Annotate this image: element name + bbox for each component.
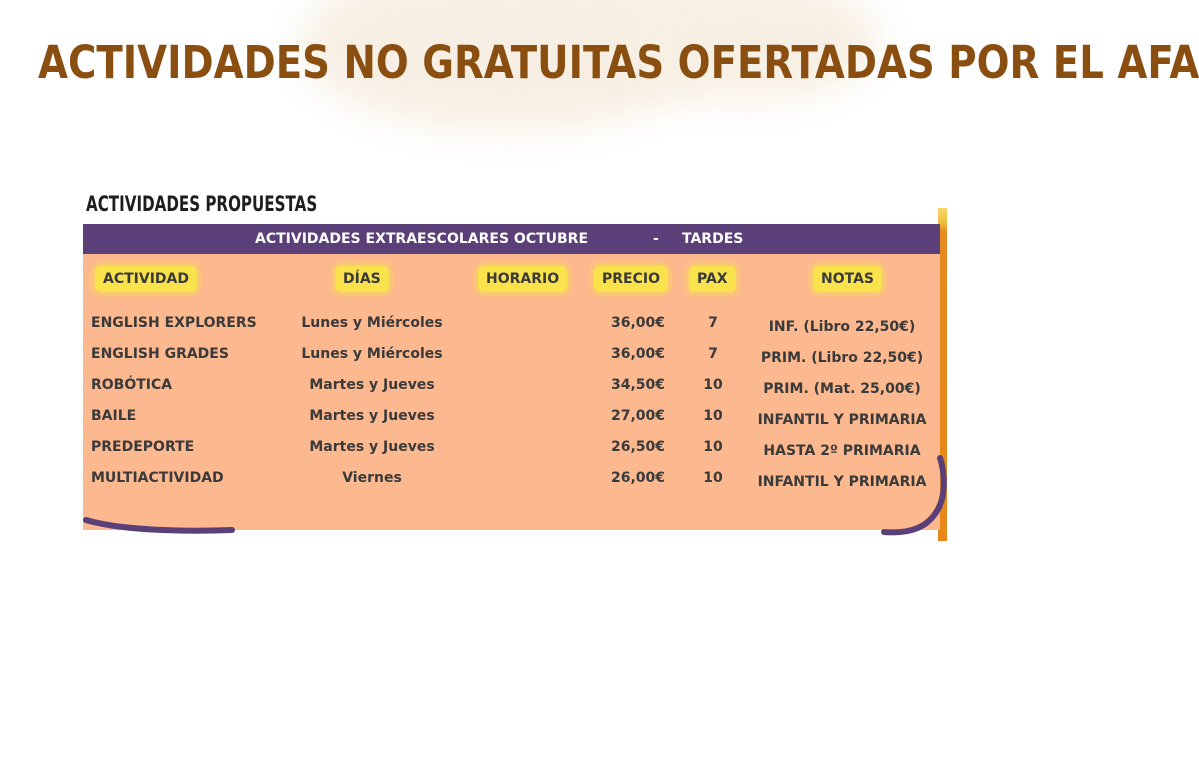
column-header-pax: PAX [689, 266, 736, 292]
table-row [83, 339, 940, 370]
cell-actividad: ENGLISH EXPLORERS [91, 315, 257, 331]
cell-actividad: ENGLISH GRADES [91, 346, 229, 362]
cell-dias: Lunes y Miércoles [301, 346, 443, 362]
cell-pax: 10 [703, 470, 723, 486]
cell-precio: 36,00€ [610, 315, 665, 331]
cell-pax: 10 [703, 408, 723, 424]
table-header-separator: - [653, 231, 659, 247]
table-row [83, 401, 940, 432]
cell-notas: INF. (Libro 22,50€) [768, 319, 916, 335]
cell-dias: Martes y Jueves [309, 377, 435, 393]
column-header-precio: PRECIO [594, 266, 668, 292]
table-row [83, 432, 940, 463]
cell-pax: 7 [708, 315, 718, 331]
page-title: ACTIVIDADES NO GRATUITAS OFERTADAS POR EL AFA [38, 36, 1199, 89]
cell-precio: 36,00€ [610, 346, 665, 362]
cell-dias: Martes y Jueves [309, 439, 435, 455]
table-header-period: TARDES [682, 231, 744, 247]
table-row [83, 308, 940, 339]
cell-dias: Viernes [342, 470, 402, 486]
cell-precio: 34,50€ [610, 377, 665, 393]
table-row [83, 370, 940, 401]
cell-pax: 10 [703, 377, 723, 393]
cell-actividad: PREDEPORTE [91, 439, 195, 455]
cell-actividad: MULTIACTIVIDAD [91, 470, 224, 486]
column-header-dias: DÍAS [335, 266, 389, 292]
column-header-notas: NOTAS [813, 266, 882, 292]
cell-dias: Lunes y Miércoles [301, 315, 443, 331]
column-header-actividad: ACTIVIDAD [95, 266, 197, 292]
cell-notas: PRIM. (Libro 22,50€) [760, 350, 924, 366]
cell-notas: INFANTIL Y PRIMARIA [757, 412, 927, 428]
cell-precio: 26,00€ [610, 470, 665, 486]
cell-dias: Martes y Jueves [309, 408, 435, 424]
table-header-band [83, 224, 940, 254]
cell-pax: 7 [708, 346, 718, 362]
cell-precio: 27,00€ [610, 408, 665, 424]
cell-notas: HASTA 2º PRIMARIA [763, 443, 921, 459]
cell-precio: 26,50€ [610, 439, 665, 455]
cell-notas: INFANTIL Y PRIMARIA [757, 474, 927, 490]
section-subtitle: ACTIVIDADES PROPUESTAS [86, 192, 318, 216]
cell-actividad: BAILE [91, 408, 137, 424]
table-header-title: ACTIVIDADES EXTRAESCOLARES OCTUBRE [255, 231, 589, 247]
cell-notas: PRIM. (Mat. 25,00€) [763, 381, 921, 397]
column-header-horario: HORARIO [478, 266, 567, 292]
table-row [83, 463, 940, 494]
activities-table [83, 224, 940, 530]
cell-actividad: ROBÓTICA [91, 377, 173, 393]
cell-pax: 10 [703, 439, 723, 455]
